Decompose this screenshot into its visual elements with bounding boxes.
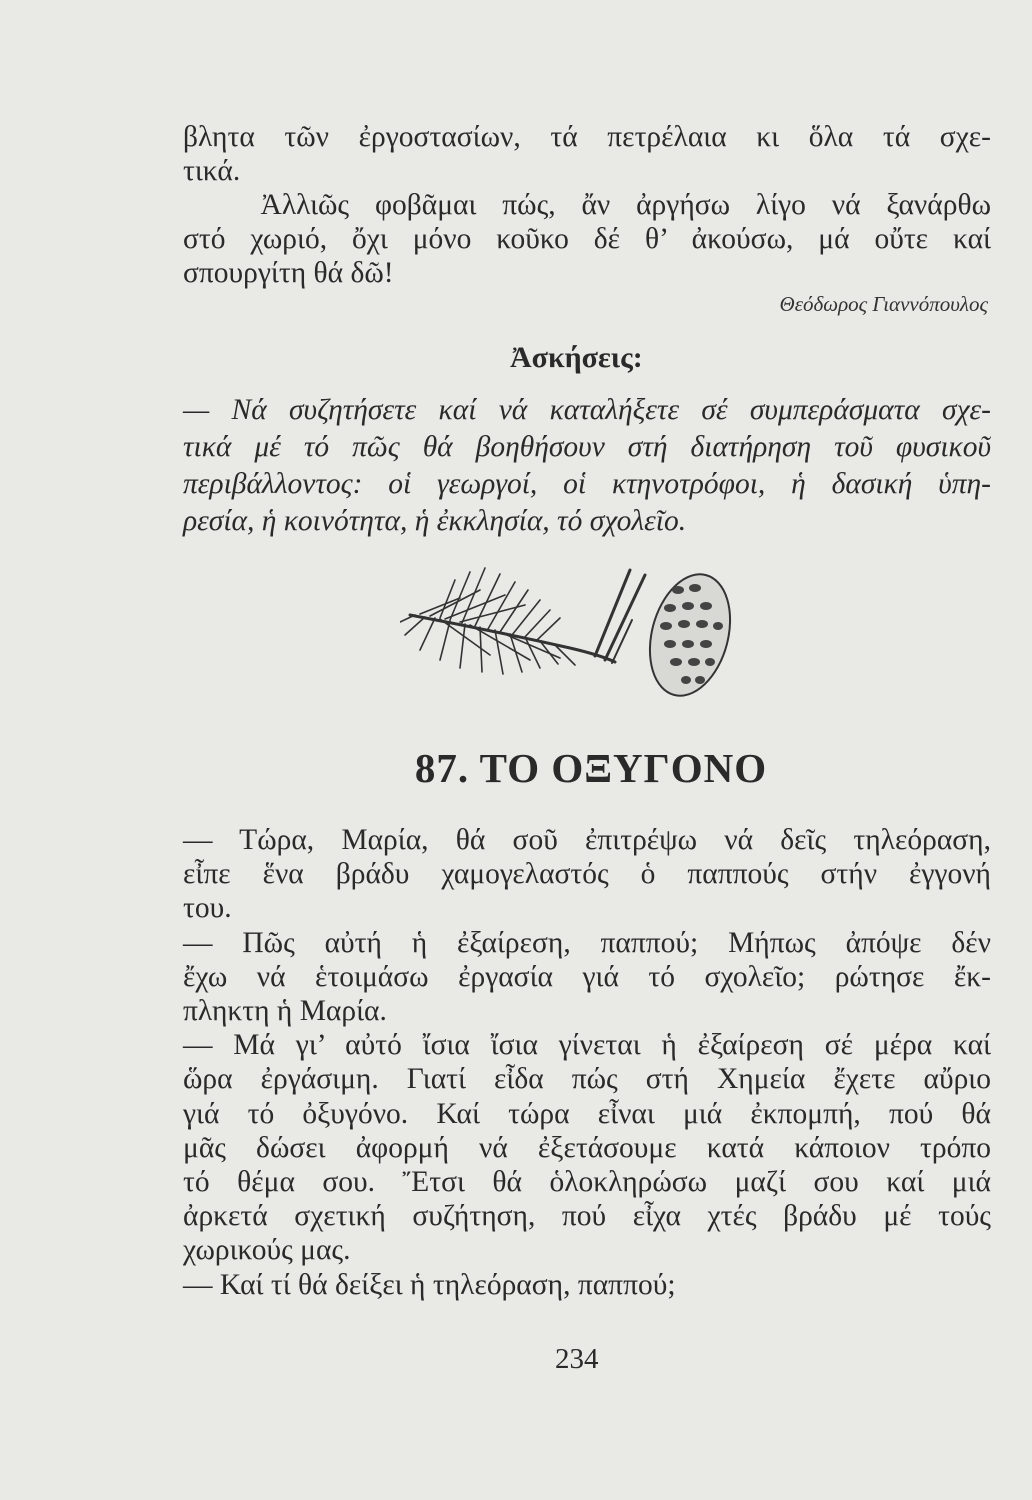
text-line: — Νά συζητήσετε καί νά καταλήξετε σέ συμπεράσματα σχε- <box>183 394 991 426</box>
text-line: ρεσία, ἡ κοινότητα, ἡ ἐκκλησία, τό σχολεῖο. <box>183 505 687 537</box>
chapter-title: 87. ΤΟ ΟΞΥΓΟΝΟ <box>414 745 768 791</box>
text-line: βλητα τῶν ἐργοστασίων, τά πετρέλαια κι ὅλα τά σχε- <box>183 121 991 153</box>
text-line: — Πῶς αὐτή ἡ ἐξαίρεση, παππού; Μήπως ἀπόψε δέν <box>183 926 991 959</box>
author-signature: Θεόδωρος Γιαννόπουλος <box>779 292 988 316</box>
text-line: Ἀλλιῶς φοβᾶμαι πώς, ἄν ἀργήσω λίγο νά ξανάρθω <box>183 189 991 221</box>
text-line: τό θέμα σου. Ἔτσι θά ὁλοκληρώσω μαζί σου καί μιά <box>183 1166 991 1199</box>
text-line: ἔχω νά ἑτοιμάσω ἐργασία γιά τό σχολεῖο; ρώτησε ἔκ- <box>183 960 991 993</box>
text-line: ἀρκετά σχετική συζήτηση, πού εἶχα χτές βράδυ μέ τούς <box>183 1200 991 1233</box>
page-number: 234 <box>555 1343 599 1375</box>
text-line: σπουργίτη θά δῶ! <box>183 257 394 289</box>
text-line: του. <box>183 892 232 925</box>
pine-branch-and-cone-icon <box>400 560 740 710</box>
text-line: ὥρα ἐργάσιμη. Γιατί εἶδα πώς στή Χημεία ἔχετε αὔριο <box>183 1063 991 1096</box>
text-line: στό χωριό, ὄχι μόνο κοῦκο δέ θ’ ἀκούσω, μά οὔτε καί <box>183 223 991 255</box>
story-text <box>183 823 991 1302</box>
text-line: τικά. <box>183 155 241 187</box>
text-line: τικά μέ τό πῶς θά βοηθήσουν στή διατήρηση τοῦ φυσικοῦ <box>183 431 991 463</box>
text-line: χωρικούς μας. <box>183 1234 351 1267</box>
exercises-heading: Ἀσκήσεις: <box>510 341 643 374</box>
text-line: πληκτη ἡ Μαρία. <box>183 995 387 1028</box>
text-line: μᾶς δώσει ἀφορμή νά ἐξετάσουμε κατά κάποιον τρόπο <box>183 1131 991 1164</box>
text-line: εἶπε ἕνα βράδυ χαμογελαστός ὁ παππούς στήν ἐγγονή <box>183 858 991 891</box>
text-line: — Τώρα, Μαρία, θά σοῦ ἐπιτρέψω νά δεῖς τηλεόραση, <box>183 824 991 856</box>
text-line: — Μά γι’ αὐτό ἴσια ἴσια γίνεται ἡ ἐξαίρεση σέ μέρα καί <box>183 1029 991 1062</box>
text-line: — Καί τί θά δείξει ἡ τηλεόραση, παππού; <box>183 1268 676 1301</box>
text-line: περιβάλλοντος: οἱ γεωργοί, οἱ κτηνοτρόφοι, ἡ δασική ὑπη- <box>183 468 991 500</box>
top-paragraph <box>183 120 991 290</box>
text-line: γιά τό ὀξυγόνο. Καί τώρα εἶναι μιά ἐκπομπή, πού θά <box>183 1097 991 1130</box>
exercises-text <box>183 392 991 540</box>
